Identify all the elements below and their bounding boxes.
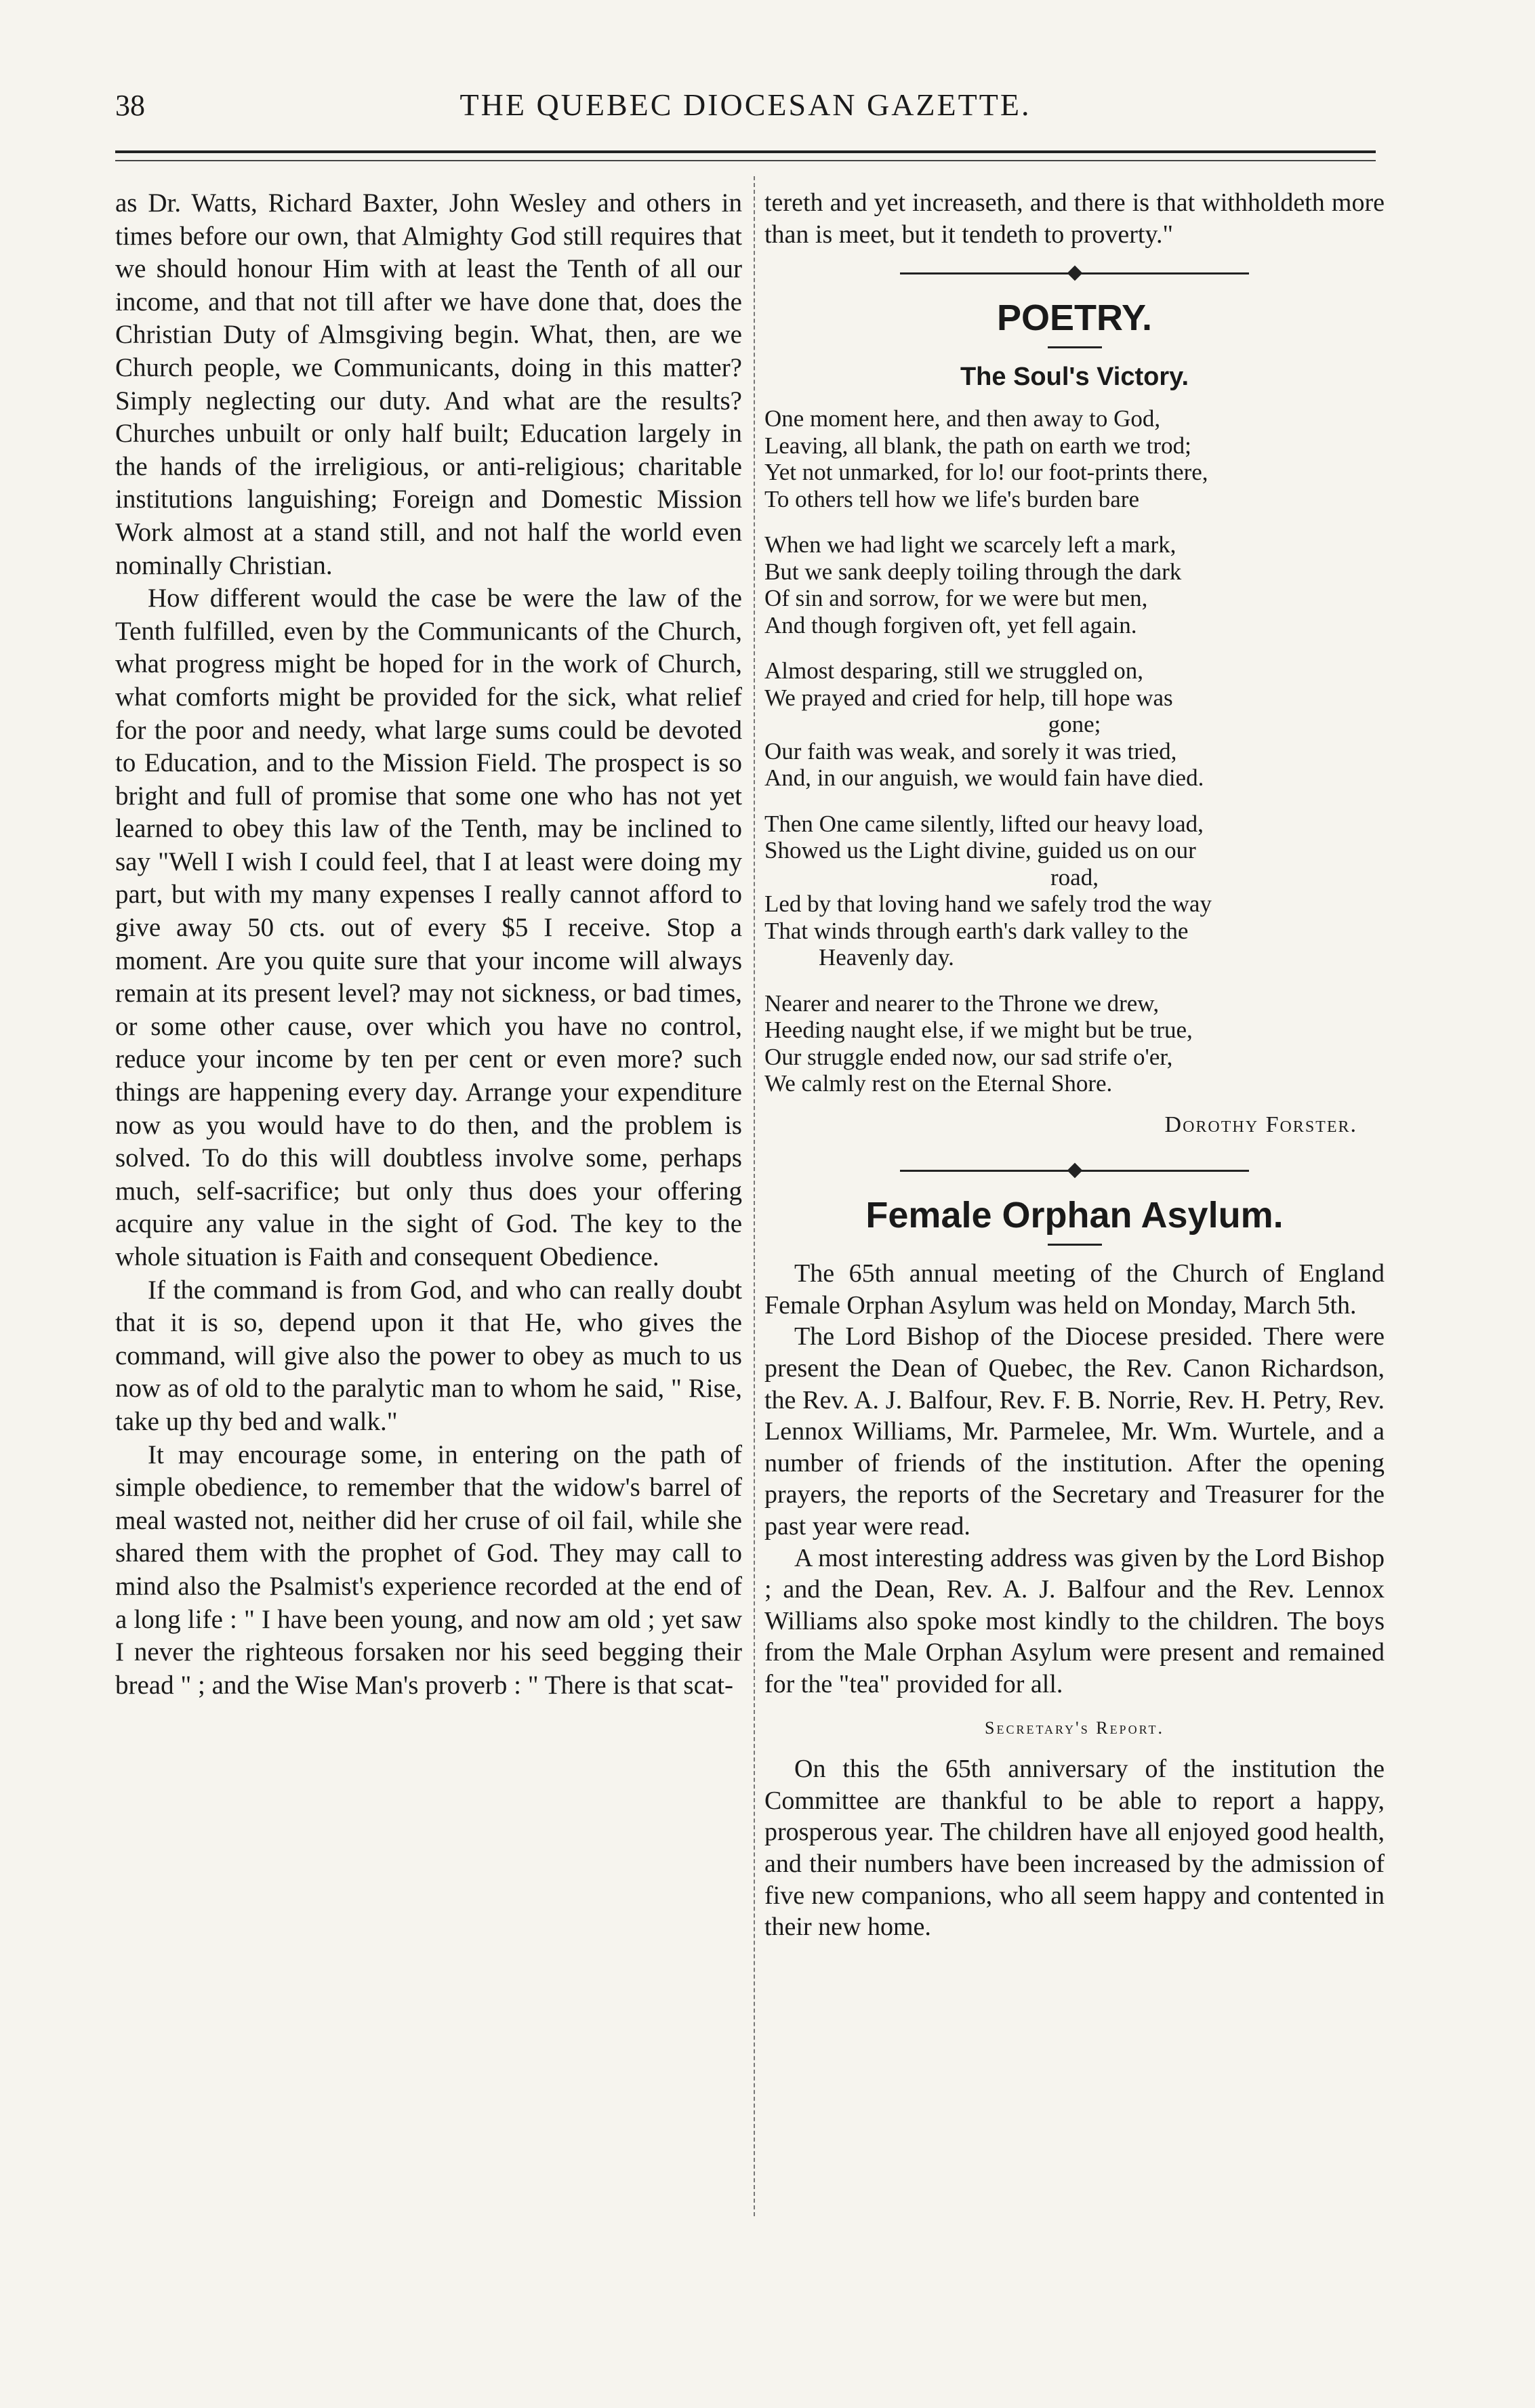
- poem-line: We prayed and cried for help, till hope was: [764, 684, 1173, 711]
- section-ornament: [764, 1157, 1385, 1184]
- right-column: [764, 187, 1385, 1943]
- header-rule-thick: [115, 150, 1376, 153]
- header-rule-thin: [115, 160, 1376, 161]
- column-divider: [754, 176, 755, 2216]
- page-header: [108, 81, 1383, 136]
- poem-stanza: [764, 657, 1385, 792]
- poem-stanza: [764, 990, 1385, 1097]
- poem-line: Heeding naught else, if we might but be true,: [764, 1017, 1193, 1044]
- article-paragraph: If the command is from God, and who can really doubt that it is so, depend upon it that He, who gives the command, will give also the power to obey as much to us now as of old to the paralytic man to whom he said, " Rise, take up thy bed and walk.": [115, 1275, 742, 1436]
- poem-line: Then One came silently, lifted our heavy load,: [764, 810, 1204, 837]
- poem-line: We calmly rest on the Eternal Shore.: [764, 1070, 1113, 1097]
- article-paragraph: A most interesting address was given by the Lord Bishop ; and the Dean, Rev. A. J. Balfour and the Rev. Lennox Williams also spoke most kindly to the children. The boys from the Male Orphan Asylum were present and remained for the "tea" provided for all.: [764, 1543, 1385, 1698]
- asylum-heading: Female Orphan Asylum.: [865, 1195, 1284, 1236]
- poem-line: road,: [1050, 863, 1099, 891]
- poetry-heading: POETRY.: [996, 298, 1153, 339]
- heading-rule: [1048, 346, 1102, 348]
- article-paragraph: The 65th annual meeting of the Church of England Female Orphan Asylum was held on Monday, March 5th.: [764, 1259, 1385, 1320]
- poem-title: The Soul's Victory.: [960, 363, 1189, 392]
- poem-stanza: [764, 405, 1385, 512]
- article-paragraph: It may encourage some, in entering on the path of simple obedience, to remember that the widow's barrel of meal wasted not, neither did her cruse of oil fail, while she shared them with the prophet of God. They may call to mind also the Psalmist's experience recorded at the end of a long life : " I have been young, and now am old ; yet saw I never the righteous forsaken nor his seed begging their bread " ; and the Wise Man's proverb : " There is that scat-: [115, 1440, 742, 1700]
- poem-line: To others tell how we life's burden bare: [764, 485, 1139, 512]
- poem-stanza: [764, 531, 1385, 638]
- poem-line: Our struggle ended now, our sad strife o'er,: [764, 1043, 1173, 1070]
- left-column: [115, 187, 742, 1702]
- masthead-title: THE QUEBEC DIOCESAN GAZETTE.: [459, 87, 1031, 122]
- article-paragraph: On this the 65th anniversary of the institution the Committee are thankful to be able to report a happy, prosperous year. The children have all enjoyed good health, and their numbers have been increased by the admission of five new companions, who all seem happy and contented in their new home.: [764, 1755, 1385, 1942]
- poem-line: Nearer and nearer to the Throne we drew,: [764, 989, 1160, 1017]
- section-ornament: [764, 260, 1385, 287]
- report-heading: Secretary's Report.: [985, 1717, 1164, 1738]
- poem-line: Led by that loving hand we safely trod the way: [764, 891, 1212, 918]
- heading-rule: [1048, 1244, 1102, 1246]
- poem-line: Of sin and sorrow, for we were but men,: [764, 585, 1148, 612]
- poem-line: And, in our anguish, we would fain have died.: [764, 764, 1204, 792]
- poem-line: Heavenly day.: [819, 944, 954, 971]
- poem-line: Yet not unmarked, for lo! our foot-prints there,: [764, 459, 1208, 486]
- poem-stanza: [764, 811, 1385, 971]
- article-paragraph: The Lord Bishop of the Diocese presided. There were present the Dean of Quebec, the Rev. Canon Richardson, the Rev. A. J. Balfour, Rev. F. B. Norrie, Rev. H. Petry, Rev. Lennox Williams, Mr. Parmelee, Mr. Wm. Wurtele, and a number of friends of the institution. After the opening prayers, the reports of the Secretary and Treasurer for the past year were read.: [764, 1322, 1385, 1541]
- poem-line: But we sank deeply toiling through the dark: [764, 558, 1182, 585]
- poem-line: Almost desparing, still we struggled on,: [764, 657, 1143, 685]
- poem-line: When we had light we scarcely left a mark,: [764, 531, 1176, 558]
- poem-line: That winds through earth's dark valley to the: [764, 917, 1189, 944]
- page-number: 38: [115, 89, 145, 122]
- poem-line: Showed us the Light divine, guided us on our: [764, 837, 1196, 864]
- poem-line: Leaving, all blank, the path on earth we trod;: [764, 432, 1191, 459]
- article-paragraph: How different would the case be were the law of the Tenth fulfilled, even by the Communicants of the Church, what progress might be hoped for in the work of Church, what comforts might be provided for the sick, what relief for the poor and needy, what large sums could be devoted to Education, and to the Mission Field. The prospect is so bright and full of promise that some one who has not yet learned to obey this law of the Tenth, may be inclined to say "Well I wish I could feel, that I at least were doing my part, but with my many expenses I really cannot afford to give away 50 cts. out of every $5 I receive. Stop a moment. Are you quite sure that your income will always remain at its present level? may not sickness, or bad times, or some other cause, over which you have no control, reduce your income by ten per cent or even more? such things are happening every day. Arrange your expenditure now as you would have to do then, and the problem is solved. To do this will doubtless involve some, perhaps much, self-sacrifice; but only thus does your offering acquire any value in the sight of God. The key to the whole situation is Faith and consequent Obedience.: [115, 584, 742, 1271]
- poem-author: Dorothy Forster.: [1164, 1111, 1357, 1137]
- article-continuation: tereth and yet increaseth, and there is that withholdeth more than is meet, but it tendeth to proverty.": [764, 188, 1385, 249]
- poem-line: gone;: [1048, 711, 1101, 738]
- poem-line: And though forgiven oft, yet fell again.: [764, 611, 1137, 638]
- poem-line: One moment here, and then away to God,: [764, 405, 1161, 432]
- poem-line: Our faith was weak, and sorely it was tried,: [764, 737, 1177, 764]
- article-paragraph: as Dr. Watts, Richard Baxter, John Wesley and others in times before our own, that Almighty God still requires that we should honour Him with at least the Tenth of all our income, and that not till after we have done that, does the Christian Duty of Almsgiving begin. What, then, are we Church people, we Communicants, doing in this matter? Simply neglecting our duty. And what are the results? Churches unbuilt or only half built; Education largely in the hands of the irreligious, or anti-religious; charitable institutions languishing; Foreign and Domestic Mission Work almost at a stand still, and not half the world even nominally Christian.: [115, 188, 742, 580]
